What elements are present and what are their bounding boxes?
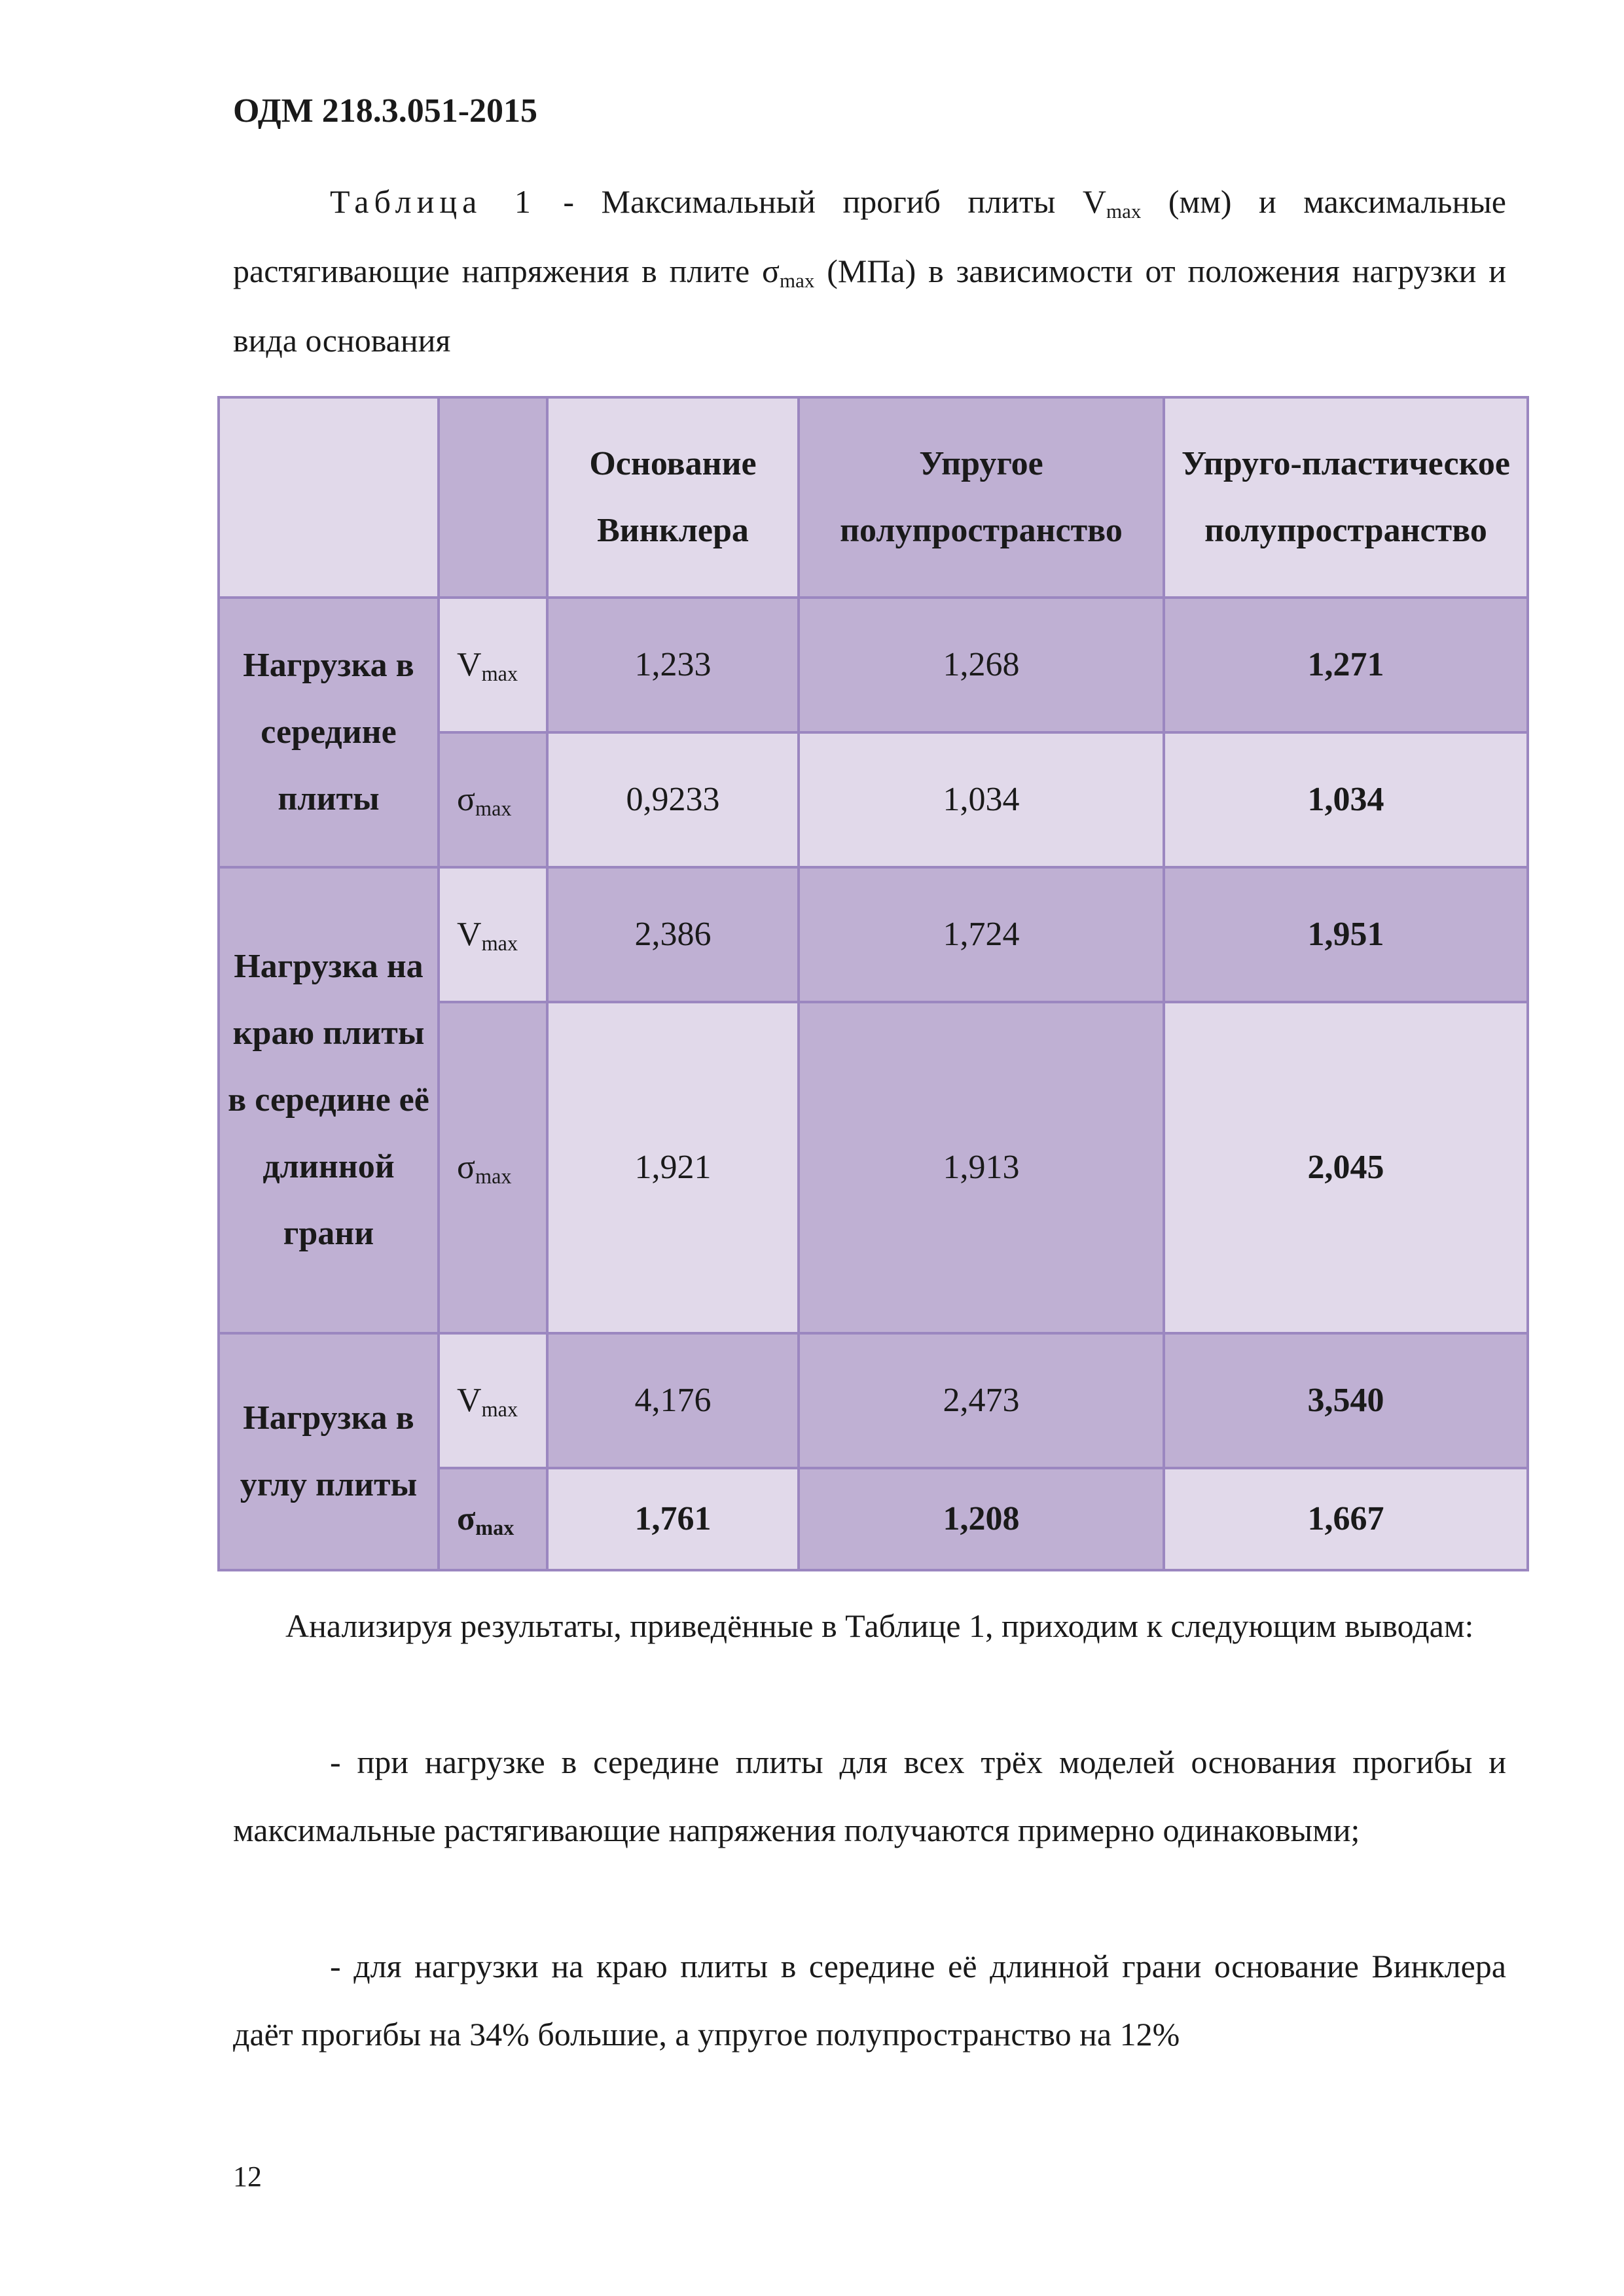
value-cell: 1,034 xyxy=(1164,732,1528,867)
value-cell: 1,268 xyxy=(799,598,1164,732)
value-cell: 3,540 xyxy=(1164,1333,1528,1468)
value-cell: 1,208 xyxy=(799,1468,1164,1570)
value-cell: 1,761 xyxy=(547,1468,799,1570)
param-cell: $\sigma_{max}$ xyxy=(439,1468,547,1570)
param-cell: $\sigma_{max}$ xyxy=(439,1002,547,1333)
paragraph-conclusion-1: - при нагрузке в середине плиты для всех трёх моделей основания прогибы и максимальные растягивающие напряжения получаются примерно одинаковыми; xyxy=(233,1744,1506,1848)
value-cell: 0,9233 xyxy=(547,732,799,867)
param-cell: $V_{max}$ xyxy=(439,867,547,1002)
column-header-elastoplastic: Упруго-пластическое полупространство xyxy=(1164,397,1528,598)
param-cell: $V_{max}$ xyxy=(439,598,547,732)
table-header-row xyxy=(219,397,1528,598)
header-param-cell xyxy=(439,397,547,598)
value-cell: 1,724 xyxy=(799,867,1164,1002)
param-cell: $\sigma_{max}$ xyxy=(439,732,547,867)
table-row xyxy=(219,598,1528,732)
value-cell: 1,921 xyxy=(547,1002,799,1333)
row-group-corner: Нагрузка в углу плиты xyxy=(219,1333,439,1570)
value-cell: 2,473 xyxy=(799,1333,1164,1468)
paragraph-conclusion-2: - для нагрузки на краю плиты в середине её длинной грани основание Винклера даёт прогибы на 34% большие, а упругое полупространство на 12% xyxy=(233,1948,1506,2053)
value-cell: 1,913 xyxy=(799,1002,1164,1333)
table-label: Таблица 1 xyxy=(330,183,536,220)
param-cell: $V_{max}$ xyxy=(439,1333,547,1468)
row-group-center: Нагрузка в середине плиты xyxy=(219,598,439,867)
value-cell: 1,951 xyxy=(1164,867,1528,1002)
value-cell: 1,271 xyxy=(1164,598,1528,732)
column-header-elastic: Упругое полупространство xyxy=(799,397,1164,598)
header-empty-cell xyxy=(219,397,439,598)
value-cell: 1,233 xyxy=(547,598,799,732)
table-row xyxy=(219,867,1528,1002)
table-caption: Таблица 1 - Максимальный прогиб плиты $V_{max}$ (мм) и максимальные растягивающие напряжения в плите $\sigma_{max}$ (МПа) в зависимости от положения нагрузки и вида основания xyxy=(233,183,1507,359)
value-cell: 4,176 xyxy=(547,1333,799,1468)
paragraph-analysis: Анализируя результаты, приведённые в Таблице 1, приходим к следующим выводам: xyxy=(285,1607,1474,1644)
value-cell: 2,386 xyxy=(547,867,799,1002)
document-code: ОДМ 218.3.051-2015 xyxy=(233,92,538,130)
value-cell: 1,034 xyxy=(799,732,1164,867)
page-number: 12 xyxy=(233,2161,262,2193)
results-table xyxy=(217,396,1529,1571)
value-cell: 2,045 xyxy=(1164,1002,1528,1333)
row-group-edge: Нагрузка на краю плиты в середине её длинной грани xyxy=(219,867,439,1333)
value-cell: 1,667 xyxy=(1164,1468,1528,1570)
table-row xyxy=(219,1333,1528,1468)
column-header-winkler: Основание Винклера xyxy=(547,397,799,598)
